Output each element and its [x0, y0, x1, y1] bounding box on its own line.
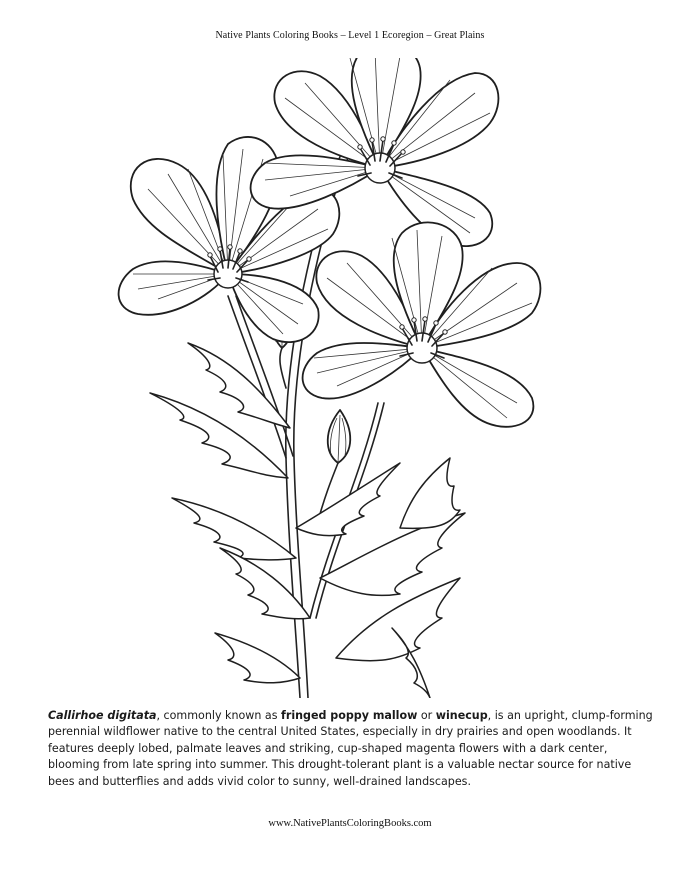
fringed-poppy-mallow-illustration: [110, 58, 590, 698]
common-name-1: fringed poppy mallow: [281, 709, 418, 722]
common-name-2: winecup: [435, 709, 488, 722]
description-text: , is an upright, clump-forming perennial wildflower native to the central United States, especially in dry prairies and open woodlands. It features deeply lobed, palmate leaves and striking, cup-shaped magenta flowers with a dark center, blooming from late spring into summer. This drought-tolerant plant is a valuable nectar source for native bees and butterflies and adds vivid color to sunny, well-drained landscapes.: [48, 709, 653, 788]
species-description: [48, 708, 658, 790]
leaves: [150, 343, 465, 698]
species-name: Callirhoe digitata: [48, 709, 157, 722]
description-text: or: [417, 709, 436, 722]
description-text: , commonly known as: [156, 709, 282, 722]
website-url: www.NativePlantsColoringBooks.com: [268, 818, 432, 829]
page-header: Native Plants Coloring Books – Level 1 Ecoregion – Great Plains: [215, 30, 485, 41]
flower-right: [303, 222, 541, 426]
